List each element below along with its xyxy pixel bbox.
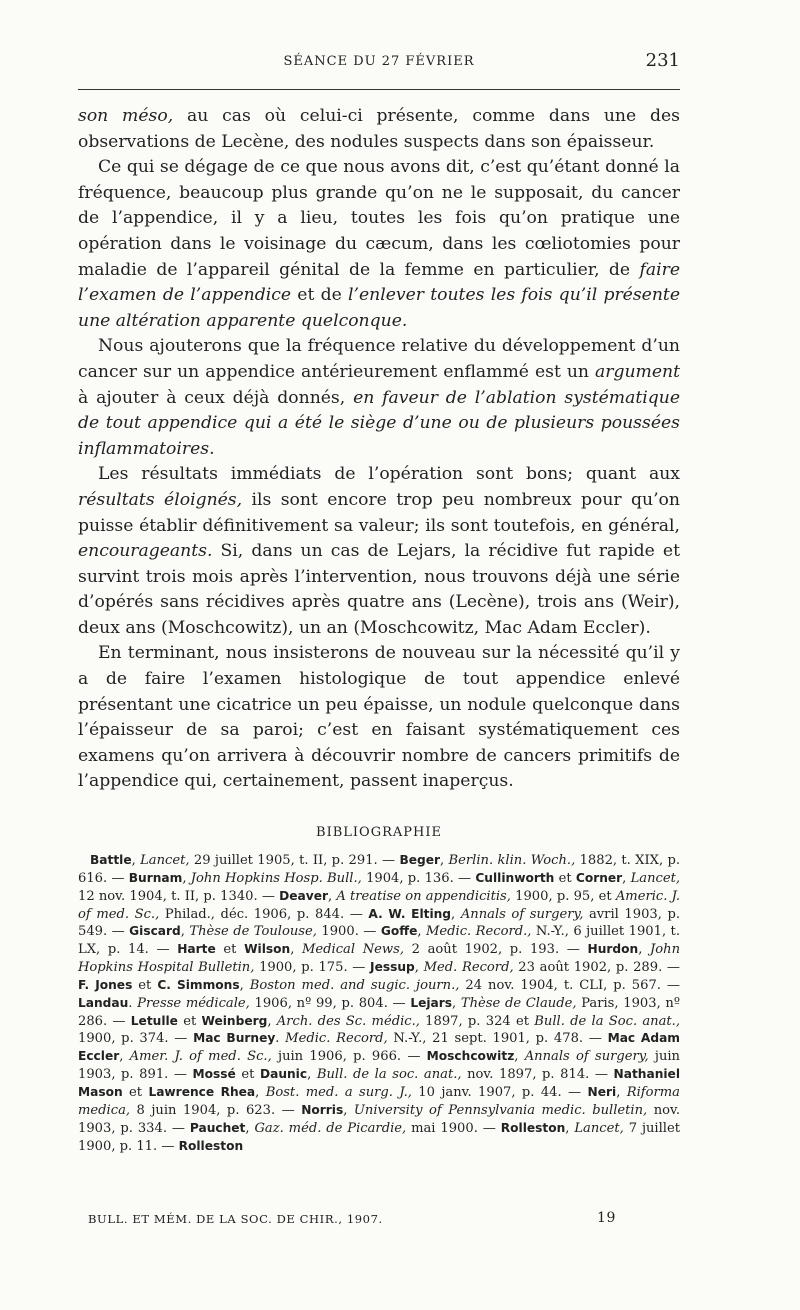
italic-text: Americ. J. of med. Sc., xyxy=(78,888,680,922)
text-run: , xyxy=(417,924,426,940)
author-name: A. W. Elting xyxy=(368,906,452,921)
bibliography-heading: BIBLIOGRAPHIE xyxy=(316,825,442,840)
body-text xyxy=(78,104,680,795)
text-run: Nous ajouterons que la fréquence relative du développement d’un cancer sur un appendice antérieurement enflammé est un xyxy=(78,336,680,382)
text-run: , xyxy=(180,924,190,940)
author-name: Deaver xyxy=(279,888,328,903)
text-run: 7 juillet 1900, p. 11. — xyxy=(78,1120,681,1154)
text-run: , xyxy=(182,870,191,886)
author-name: Rolleston xyxy=(178,1138,244,1153)
text-run: Paris, 1903, nº 286. — xyxy=(78,995,681,1029)
author-name: Mac Burney xyxy=(193,1031,276,1046)
text-run: nov. 1897, p. 814. — xyxy=(461,1067,614,1083)
author-name: Nathaniel Mason xyxy=(78,1067,680,1099)
text-run: , xyxy=(267,1013,277,1029)
author-name: Beger xyxy=(399,853,441,867)
text-run: 1900. — xyxy=(316,924,381,940)
text-run: mai 1900. — xyxy=(406,1120,501,1136)
author-name: Burnam xyxy=(128,870,183,885)
italic-text: Presse médicale, xyxy=(137,995,250,1011)
page-number: 231 xyxy=(645,50,680,71)
text-run: , xyxy=(414,960,424,976)
italic-text: en faveur de l’ablation systématique de tout appendice qui a été le siège d’une ou de plusieurs poussées inflammatoires. xyxy=(78,387,680,459)
text-run: , xyxy=(343,1102,354,1118)
italic-text: l’enlever toutes les fois qu’il présente une altération apparente quelconque. xyxy=(78,285,680,331)
author-name: F. Jones xyxy=(78,977,133,992)
running-head xyxy=(78,50,680,74)
text-run: , xyxy=(119,1049,130,1065)
text-run: nov. 1903, p. 334. — xyxy=(78,1102,681,1136)
italic-text: Annals of surgery, xyxy=(524,1049,649,1065)
text-run: , xyxy=(440,853,449,868)
italic-text: A treatise on appendicitis, xyxy=(336,888,511,904)
italic-text: Boston med. and sugic. journ., xyxy=(249,977,460,993)
bibliography-list xyxy=(78,852,680,1155)
author-name: Lawrence Rhea xyxy=(148,1084,256,1099)
text-run: et xyxy=(132,977,158,993)
author-name: Pauchet xyxy=(189,1120,246,1135)
text-run: à ajouter à ceux déjà donnés, xyxy=(78,387,354,408)
italic-text: Arch. des Sc. médic., xyxy=(276,1013,420,1029)
header-rule xyxy=(78,89,680,90)
text-run: au cas où celui-ci présente, comme dans une des observations de Lecène, des nodules suspects dans son épaisseur. xyxy=(78,106,680,152)
author-name: Battle xyxy=(90,853,132,867)
text-run: 29 juillet 1905, t. II, p. 291. — xyxy=(189,853,400,868)
italic-text: Thèse de Toulouse, xyxy=(189,924,317,940)
author-name: Moschcowitz xyxy=(426,1049,515,1064)
italic-text: Berlin. klin. Woch., xyxy=(448,853,576,868)
author-name: Neri xyxy=(587,1084,617,1099)
author-name: Jessup xyxy=(370,960,415,975)
text-run: , xyxy=(131,853,141,868)
text-run: Philad., déc. 1906, p. 844. — xyxy=(159,906,369,922)
text-run: avril 1903, p. 549. — xyxy=(78,906,681,940)
italic-text: John Hopkins Hosp. Bull., xyxy=(190,870,362,886)
text-run: 1900, p. 175. — xyxy=(254,960,371,976)
author-name: Norris xyxy=(301,1102,344,1117)
italic-text: Lancet, xyxy=(140,853,190,868)
text-run: , xyxy=(307,1067,317,1083)
text-run: 1882, t. XIX, p. 616. — xyxy=(78,853,680,886)
italic-text: John Hopkins Hospital Bulletin, xyxy=(78,942,680,976)
text-run: , xyxy=(452,995,461,1011)
text-run: . xyxy=(128,995,138,1011)
text-run: , xyxy=(622,870,631,886)
text-run: , xyxy=(451,906,461,922)
italic-text: Bull. de la Soc. anat., xyxy=(534,1013,681,1029)
author-name: Cullinworth xyxy=(475,870,555,885)
text-run: juin 1906, p. 966. — xyxy=(271,1049,427,1065)
sheet-number: 19 xyxy=(597,1210,617,1226)
text-run: et xyxy=(215,942,245,958)
text-run: 24 nov. 1904, t. CLI, p. 567. — xyxy=(459,977,681,993)
text-run: , xyxy=(245,1120,255,1136)
text-run: , xyxy=(565,1120,575,1136)
text-run: , xyxy=(239,977,250,993)
paragraph-5 xyxy=(78,641,680,795)
text-run: , xyxy=(328,888,337,904)
text-run: , xyxy=(638,942,650,958)
text-run: et xyxy=(554,870,576,886)
author-name: Rolleston xyxy=(500,1120,566,1135)
text-run: N.-Y., 21 sept. 1901, p. 478. — xyxy=(387,1031,608,1047)
author-name: Lejars xyxy=(410,995,453,1010)
italic-text: Medical News, xyxy=(302,942,404,958)
text-run: et de xyxy=(291,285,349,306)
text-run: 12 nov. 1904, t. II, p. 1340. — xyxy=(78,888,280,904)
text-run: Ce qui se dégage de ce que nous avons dit, c’est qu’étant donné la fréquence, beaucoup plus grande qu’on ne le supposait, du cancer de l’appendice, il y a lieu, toutes les fois qu’on pratique une opération dans le voisinage du cæcum, dans les cœliotomies pour maladie de l’appareil génital de la femme en particulier, de xyxy=(78,157,680,280)
italic-text: résultats éloignés, xyxy=(78,489,243,510)
italic-text: faire l’examen de l’appendice xyxy=(78,259,680,306)
text-run: 1904, p. 136. — xyxy=(361,870,476,886)
text-run: Si, dans un cas de Lejars, la récidive fut rapide et survint trois mois après l’intervention, nous trouvons déjà une série d’opérés sans récidives après quatre ans (Lecène), trois ans (Weir), deux ans (Moschcowitz), un an (Moschcowitz, Mac Adam Eccler). xyxy=(78,541,680,638)
author-name: Giscard xyxy=(129,924,181,939)
text-run: 10 janv. 1907, p. 44. — xyxy=(411,1084,588,1100)
italic-text: argument xyxy=(595,361,680,382)
author-name: Wilson xyxy=(244,942,291,957)
italic-text: encourageants. xyxy=(78,541,213,562)
text-run: et xyxy=(122,1084,149,1100)
italic-text: Lancet, xyxy=(574,1120,624,1136)
author-name: Landau xyxy=(78,995,129,1010)
italic-text: Riforma medica, xyxy=(78,1084,680,1118)
text-run: 23 août 1902, p. 289. — xyxy=(513,960,681,976)
text-run: , xyxy=(290,942,302,958)
text-run: 1900, p. 374. — xyxy=(78,1031,194,1047)
author-name: Daunic xyxy=(259,1067,308,1082)
italic-text: Annals of surgery, xyxy=(460,906,584,922)
text-run: ils sont encore trop peu nombreux pour qu’on puisse établir définitivement sa valeur; ils sont toutefois, en général, xyxy=(78,489,680,536)
text-run: N.-Y., 6 juillet 1901, t. LX, p. 14. — xyxy=(78,924,680,958)
italic-text: son méso, xyxy=(78,106,174,126)
text-run: juin 1903, p. 891. — xyxy=(78,1049,680,1083)
text-run: , xyxy=(616,1084,627,1100)
running-title: SÉANCE DU 27 FÉVRIER xyxy=(283,54,475,69)
italic-text: University of Pennsylvania medic. bulletin, xyxy=(353,1102,648,1118)
paragraph-1 xyxy=(78,104,680,155)
paragraph-3 xyxy=(78,334,680,462)
author-name: Goffe xyxy=(380,924,418,939)
author-name: Mac Adam Eccler xyxy=(78,1031,680,1064)
text-run: 8 juin 1904, p. 623. — xyxy=(130,1102,302,1118)
italic-text: Lancet, xyxy=(630,870,681,886)
author-name: Harte xyxy=(177,942,216,957)
page-footer xyxy=(78,1210,680,1230)
paragraph-4 xyxy=(78,462,680,641)
author-name: Weinberg xyxy=(201,1013,268,1028)
text-run: Les résultats immédiats de l’opération sont bons; quant aux xyxy=(98,464,680,485)
italic-text: Medic. Record, xyxy=(285,1031,388,1047)
italic-text: Gaz. méd. de Picardie, xyxy=(254,1120,407,1136)
author-name: Mossé xyxy=(192,1067,236,1082)
italic-text: Bull. de la soc. anat., xyxy=(316,1067,462,1083)
author-name: Letulle xyxy=(130,1013,178,1028)
text-run: . xyxy=(275,1031,286,1047)
italic-text: Thèse de Claude, xyxy=(460,995,577,1011)
text-run: , xyxy=(514,1049,525,1065)
italic-text: Bost. med. a surg. J., xyxy=(265,1084,412,1100)
text-run: 1906, nº 99, p. 804. — xyxy=(249,995,411,1011)
text-run: , xyxy=(255,1084,266,1100)
author-name: Hurdon xyxy=(587,942,639,957)
text-run: 1897, p. 324 et xyxy=(419,1013,535,1029)
italic-text: Amer. J. of med. Sc., xyxy=(129,1049,272,1065)
text-run: 2 août 1902, p. 193. — xyxy=(404,942,588,958)
sheet-signature: BULL. ET MÉM. DE LA SOC. DE CHIR., 1907. xyxy=(88,1212,383,1226)
text-run: 1900, p. 95, et xyxy=(510,888,616,904)
text-run: et xyxy=(177,1013,202,1029)
italic-text: Med. Record, xyxy=(423,960,514,976)
paragraph-2 xyxy=(78,155,680,334)
author-name: Corner xyxy=(575,870,623,885)
text-run: et xyxy=(235,1067,260,1083)
italic-text: Medic. Record., xyxy=(425,924,532,940)
text-run: En terminant, nous insisterons de nouveau sur la nécessité qu’il y a de faire l’examen histologique de tout appendice enlevé présentant une cicatrice un peu épaisse, un nodule quelconque dans l’épaisseur de sa paroi; c’est en faisant systématiquement ces examens qu’on arrivera à découvrir nombre de cancers primitifs de l’appendice qui, certainement, passent inaperçus. xyxy=(78,643,680,792)
author-name: C. Simmons xyxy=(157,977,240,992)
